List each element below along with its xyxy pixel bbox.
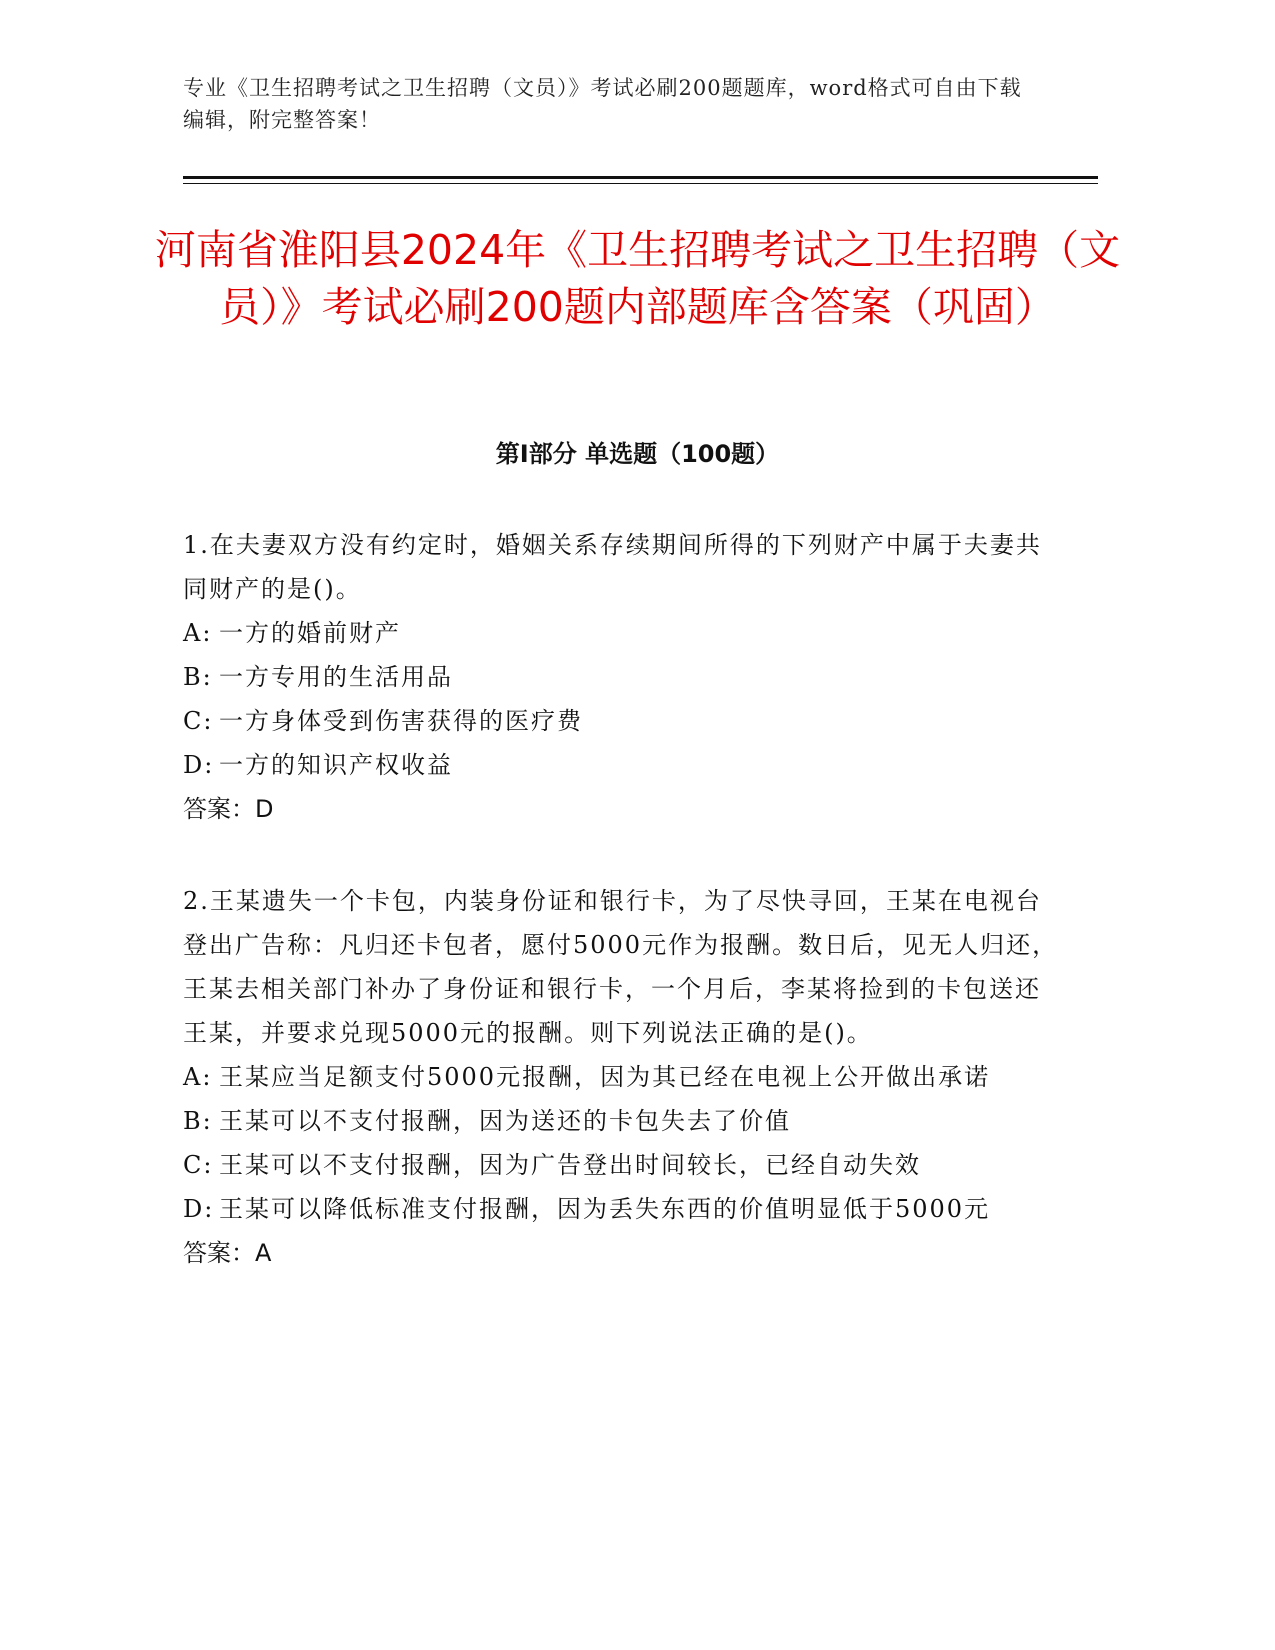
option-b: [183, 1099, 1063, 1143]
option-c: [183, 699, 1063, 743]
option-text: 一方的知识产权收益: [219, 751, 453, 779]
option-key: A:: [183, 619, 213, 647]
option-text: 王某可以不支付报酬，因为广告登出时间较长，已经自动失效: [219, 1151, 921, 1179]
answer-line: 答案：D: [183, 795, 274, 823]
header-rule-thick: [183, 176, 1098, 179]
option-key: C:: [183, 1151, 214, 1179]
option-b: [183, 655, 1063, 699]
option-key: D:: [183, 751, 215, 779]
question-2: [183, 879, 1063, 1275]
option-d: [183, 743, 1063, 787]
option-text: 一方的婚前财产: [219, 619, 401, 647]
option-text: 一方专用的生活用品: [219, 663, 453, 691]
header-rule-thin: [183, 183, 1098, 184]
question-stem: 1.在夫妻双方没有约定时，婚姻关系存续期间所得的下列财产中属于夫妻共同财产的是()。: [183, 531, 1042, 603]
option-key: B:: [183, 663, 213, 691]
option-text: 王某可以不支付报酬，因为送还的卡包失去了价值: [219, 1107, 791, 1135]
section-title: 第I部分 单选题（100题）: [495, 440, 780, 468]
option-c: [183, 1143, 1063, 1187]
option-text: 一方身体受到伤害获得的医疗费: [219, 707, 583, 735]
option-a: [183, 611, 1063, 655]
option-key: C:: [183, 707, 214, 735]
option-key: B:: [183, 1107, 213, 1135]
question-stem: 2.王某遗失一个卡包，内装身份证和银行卡，为了尽快寻回，王某在电视台登出广告称：凡归还卡包者，愿付5000元作为报酬。数日后，见无人归还，王某去相关部门补办了身份证和银行卡，一个月后，李某将捡到的卡包送还王某，并要求兑现5000元的报酬。则下列说法正确的是()。: [183, 887, 1059, 1047]
answer-line: 答案：A: [183, 1239, 272, 1267]
option-a: [183, 1055, 1063, 1099]
option-d: [183, 1187, 1063, 1231]
option-key: D:: [183, 1195, 215, 1223]
question-1: [183, 523, 1063, 831]
option-text: 王某应当足额支付5000元报酬，因为其已经在电视上公开做出承诺: [219, 1063, 991, 1091]
option-text: 王某可以降低标准支付报酬，因为丢失东西的价值明显低于5000元: [219, 1195, 991, 1223]
question-list: [183, 523, 1063, 1323]
option-key: A:: [183, 1063, 213, 1091]
header-note: 专业《卫生招聘考试之卫生招聘（文员）》考试必刷200题题库，word格式可自由下载编辑，附完整答案！: [183, 76, 1022, 132]
document-title: 河南省淮阳县2024年《卫生招聘考试之卫生招聘（文员）》考试必刷200题内部题库含答案（巩固）: [154, 226, 1121, 331]
